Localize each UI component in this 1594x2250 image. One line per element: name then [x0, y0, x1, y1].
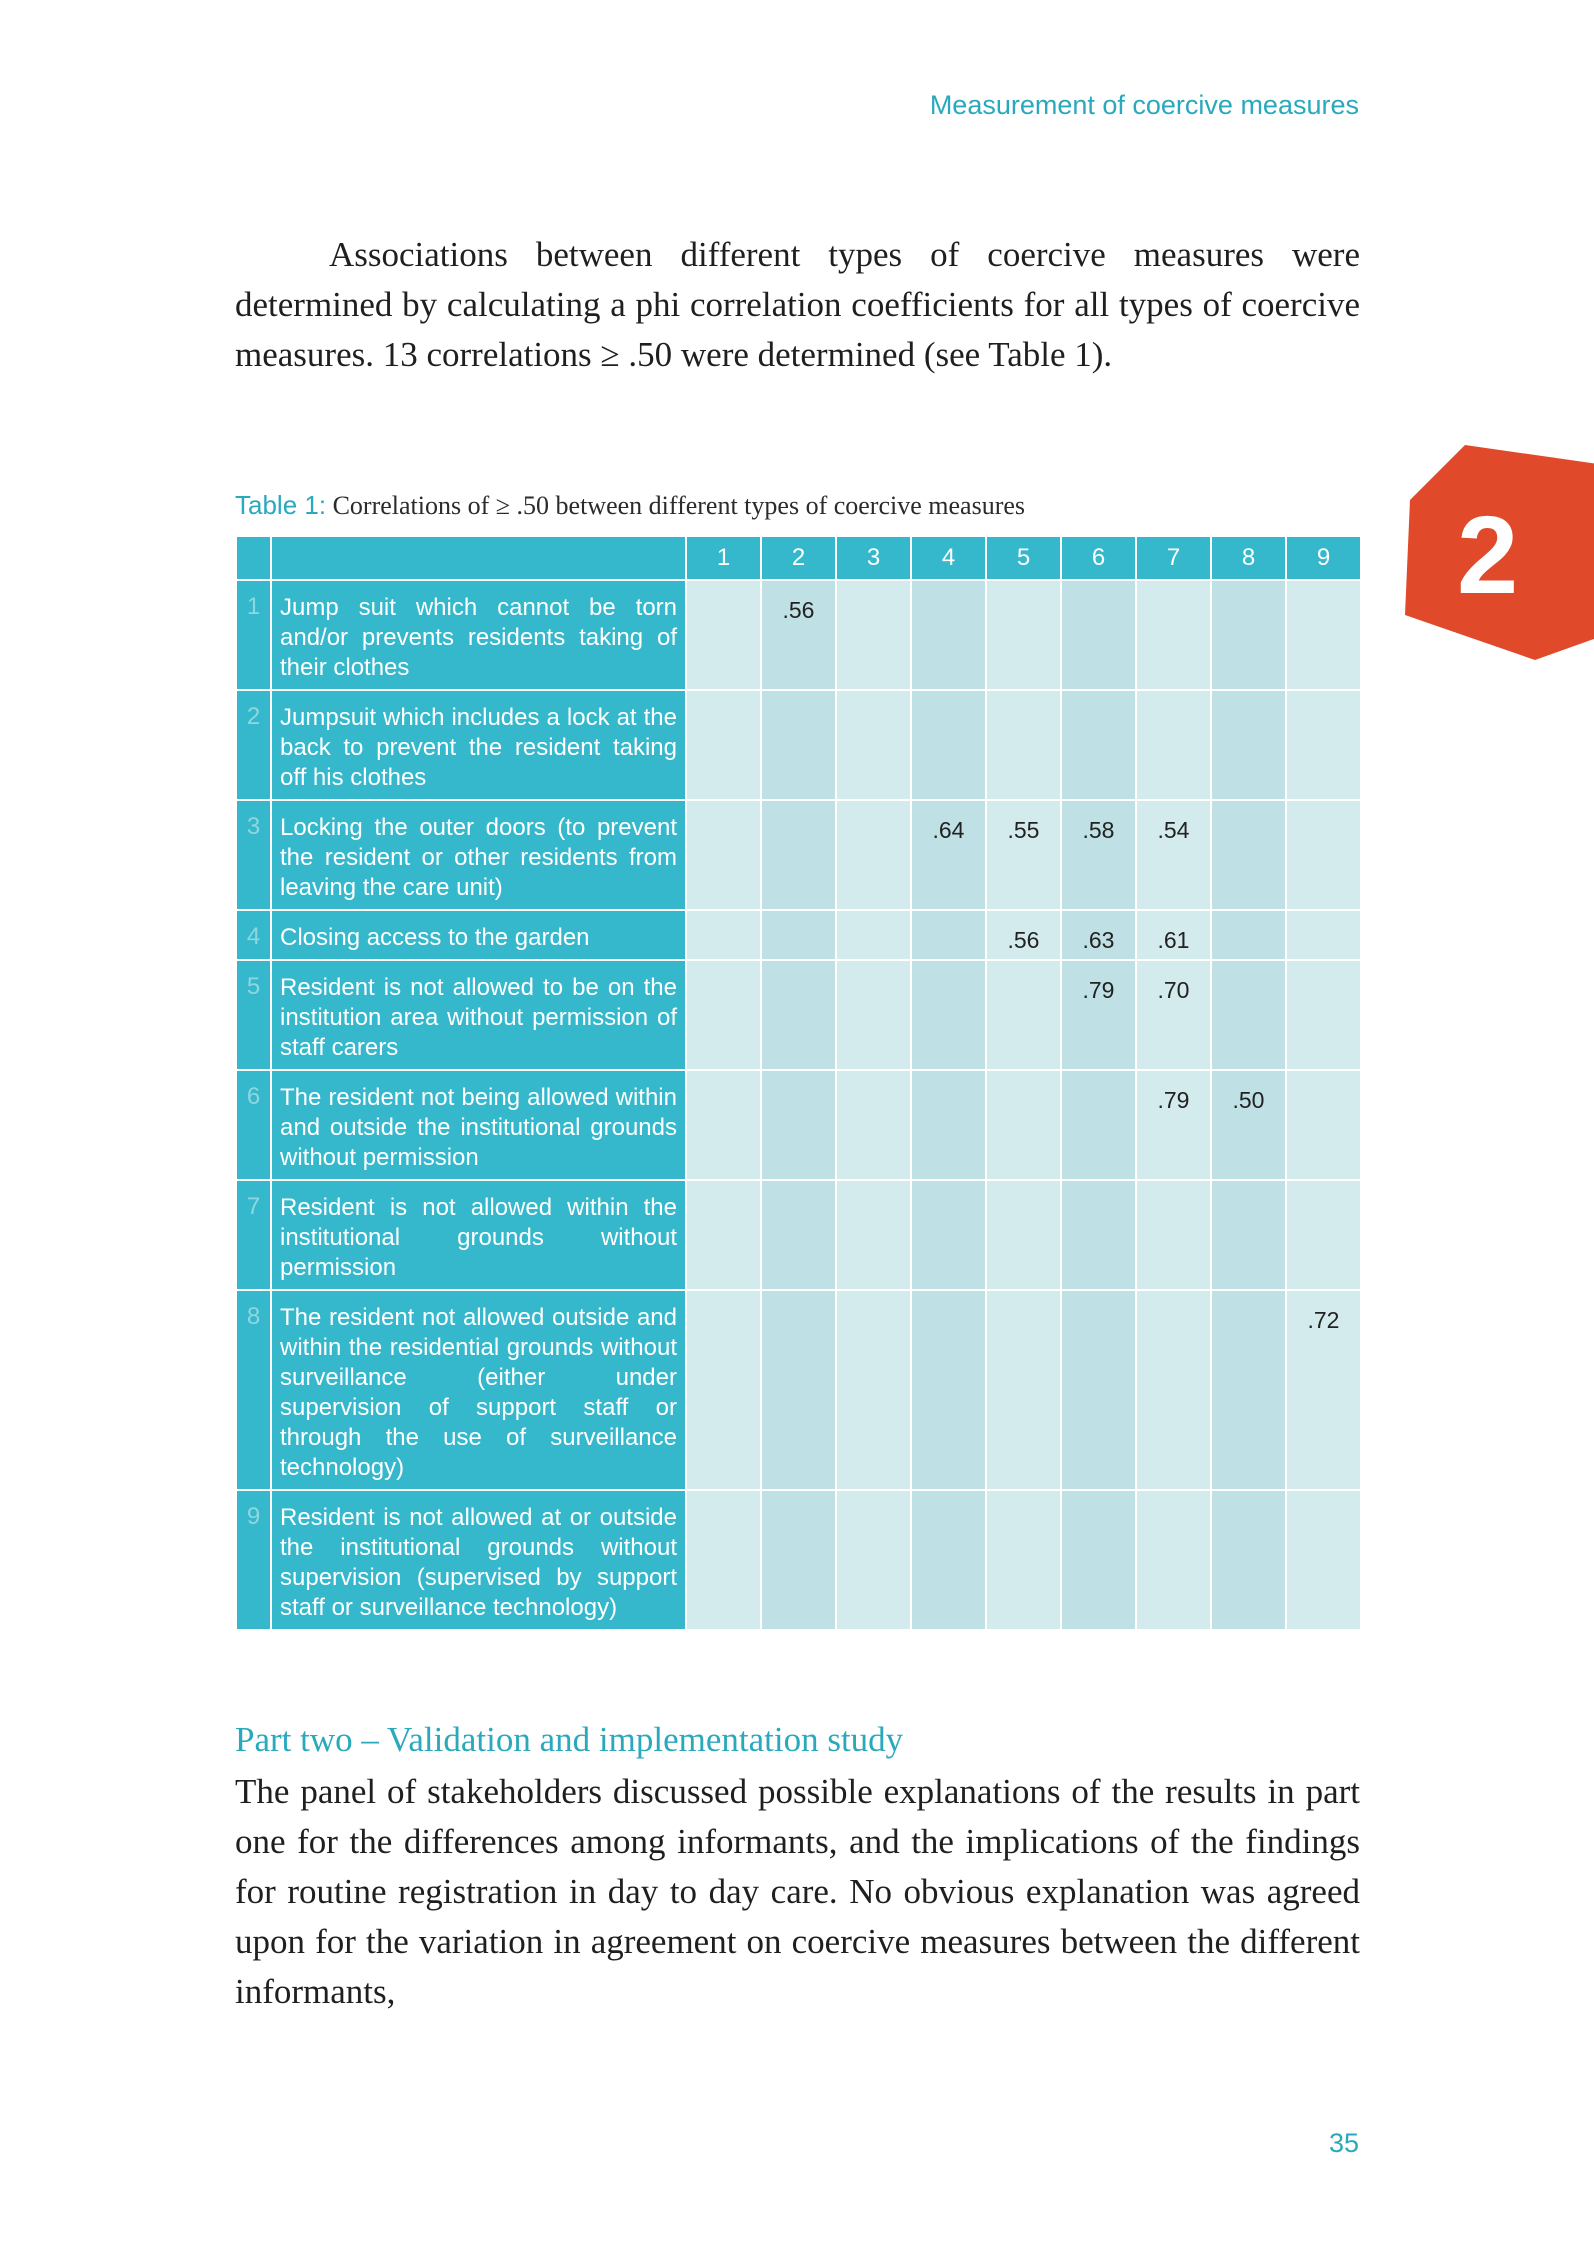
page-number: 35	[1328, 2128, 1359, 2158]
correlation-cell	[686, 1490, 761, 1630]
table-body	[236, 580, 1361, 1630]
part-two-paragraph: The panel of stakeholders discussed possible explanations of the results in part one for the differences among informants, and the implications of the findings for routine registration in day to day care. No obvious explanation was agreed upon for the variation in agreement on coercive measures between the different informants,	[235, 1772, 1360, 2011]
correlation-cell	[836, 690, 911, 800]
intro-paragraph: Associations between different types of coercive measures were determined by calculating a phi correlation coefficients for all types of coercive measures. 13 correlations ≥ .50 were determined (see Table 1).	[235, 235, 1360, 374]
correlation-cell	[836, 800, 911, 910]
row-number: 3	[236, 800, 271, 910]
row-label: Jumpsuit which includes a lock at the back to prevent the resident taking off his clothes	[271, 690, 686, 800]
table-row	[236, 580, 1361, 690]
row-number: 1	[236, 580, 271, 690]
correlation-cell	[686, 580, 761, 690]
correlation-cell	[1211, 910, 1286, 960]
correlation-cell	[911, 1290, 986, 1490]
correlation-cell	[1136, 1180, 1211, 1290]
correlation-cell	[1211, 690, 1286, 800]
correlation-cell: .55	[986, 800, 1061, 910]
correlation-cell	[686, 910, 761, 960]
correlation-cell	[1286, 580, 1361, 690]
correlation-cell	[836, 960, 911, 1070]
correlation-cell	[686, 1180, 761, 1290]
correlation-cell: .79	[1061, 960, 1136, 1070]
correlation-cell	[761, 1070, 836, 1180]
correlation-cell	[1211, 1180, 1286, 1290]
correlation-cell	[1136, 1290, 1211, 1490]
correlation-cell	[1211, 580, 1286, 690]
correlation-cell	[836, 1290, 911, 1490]
correlation-cell	[986, 1070, 1061, 1180]
correlation-cell	[986, 960, 1061, 1070]
correlation-cell	[1061, 1070, 1136, 1180]
correlation-cell: .56	[986, 910, 1061, 960]
correlation-cell: .58	[1061, 800, 1136, 910]
correlation-cell	[1211, 800, 1286, 910]
correlation-cell: .61	[1136, 910, 1211, 960]
correlation-cell	[911, 910, 986, 960]
chapter-badge-shape	[1405, 445, 1594, 665]
correlation-cell	[1286, 910, 1361, 960]
correlation-cell	[1136, 690, 1211, 800]
correlation-cell	[1061, 1180, 1136, 1290]
correlation-cell	[911, 580, 986, 690]
correlation-cell: .70	[1136, 960, 1211, 1070]
column-header: 8	[1211, 536, 1286, 580]
row-label: The resident not allowed outside and within the residential grounds without surveillance (either under supervision of support staff or through the use of surveillance technology)	[271, 1290, 686, 1490]
row-label: Resident is not allowed at or outside the institutional grounds without supervision (supervised by support staff or surveillance technology)	[271, 1490, 686, 1630]
table-row	[236, 690, 1361, 800]
table-row	[236, 910, 1361, 960]
correlation-cell: .50	[1211, 1070, 1286, 1180]
correlation-cell	[1061, 690, 1136, 800]
correlation-cell	[686, 800, 761, 910]
row-label: The resident not being allowed within and outside the institutional grounds without permission	[271, 1070, 686, 1180]
correlation-cell: .79	[1136, 1070, 1211, 1180]
correlation-cell	[1211, 1290, 1286, 1490]
table-row	[236, 1490, 1361, 1630]
correlation-cell	[836, 1070, 911, 1180]
correlation-cell	[911, 1490, 986, 1630]
row-number: 9	[236, 1490, 271, 1630]
chapter-badge	[1405, 445, 1594, 665]
correlation-cell: .56	[761, 580, 836, 690]
correlation-cell	[1286, 690, 1361, 800]
correlation-cell: .72	[1286, 1290, 1361, 1490]
column-header: 2	[761, 536, 836, 580]
correlation-cell	[761, 1180, 836, 1290]
correlation-cell	[761, 800, 836, 910]
row-label: Closing access to the garden	[271, 910, 686, 960]
correlation-cell	[761, 960, 836, 1070]
correlation-cell	[911, 690, 986, 800]
correlation-table	[235, 535, 1362, 1631]
table-row	[236, 800, 1361, 910]
column-header: 4	[911, 536, 986, 580]
correlation-cell	[986, 690, 1061, 800]
correlation-cell	[1211, 1490, 1286, 1630]
row-label: Resident is not allowed within the institutional grounds without permission	[271, 1180, 686, 1290]
correlation-cell	[686, 960, 761, 1070]
column-header: 9	[1286, 536, 1361, 580]
correlation-cell	[911, 1070, 986, 1180]
section-heading: Part two – Validation and implementation study	[235, 1720, 904, 1759]
column-header: 6	[1061, 536, 1136, 580]
table-caption-label: Table 1:	[235, 490, 327, 520]
column-header: 5	[986, 536, 1061, 580]
correlation-cell: .64	[911, 800, 986, 910]
correlation-cell	[836, 910, 911, 960]
row-label: Jump suit which cannot be torn and/or prevents residents taking of their clothes	[271, 580, 686, 690]
row-label: Resident is not allowed to be on the institution area without permission of staff carers	[271, 960, 686, 1070]
row-number: 7	[236, 1180, 271, 1290]
correlation-cell	[761, 690, 836, 800]
header-corner	[236, 536, 271, 580]
column-header: 7	[1136, 536, 1211, 580]
chapter-number: 2	[1457, 494, 1519, 617]
correlation-cell	[986, 580, 1061, 690]
row-number: 5	[236, 960, 271, 1070]
correlation-cell	[836, 1180, 911, 1290]
row-label: Locking the outer doors (to prevent the resident or other residents from leaving the care unit)	[271, 800, 686, 910]
column-header: 3	[836, 536, 911, 580]
correlation-cell	[1286, 800, 1361, 910]
table-header-row	[236, 536, 1361, 580]
correlation-cell	[761, 1490, 836, 1630]
correlation-cell	[911, 960, 986, 1070]
correlation-cell: .54	[1136, 800, 1211, 910]
row-number: 8	[236, 1290, 271, 1490]
correlation-cell: .63	[1061, 910, 1136, 960]
correlation-cell	[1061, 580, 1136, 690]
correlation-cell	[1136, 580, 1211, 690]
correlation-cell	[836, 580, 911, 690]
correlation-cell	[1061, 1290, 1136, 1490]
correlation-cell	[986, 1290, 1061, 1490]
column-header: 1	[686, 536, 761, 580]
table-row	[236, 1290, 1361, 1490]
correlation-cell	[686, 1290, 761, 1490]
correlation-cell	[1136, 1490, 1211, 1630]
correlation-cell	[761, 1290, 836, 1490]
table-row	[236, 960, 1361, 1070]
correlation-cell	[686, 690, 761, 800]
running-header: Measurement of coercive measures	[929, 90, 1359, 120]
row-number: 4	[236, 910, 271, 960]
correlation-cell	[1061, 1490, 1136, 1630]
table-row	[236, 1180, 1361, 1290]
row-number: 6	[236, 1070, 271, 1180]
table-caption	[235, 490, 1025, 521]
correlation-cell	[1286, 1180, 1361, 1290]
correlation-cell	[1286, 1490, 1361, 1630]
header-corner-label	[271, 536, 686, 580]
table-row	[236, 1070, 1361, 1180]
correlation-cell	[686, 1070, 761, 1180]
correlation-cell	[1211, 960, 1286, 1070]
correlation-cell	[1286, 960, 1361, 1070]
correlation-cell	[1286, 1070, 1361, 1180]
correlation-cell	[761, 910, 836, 960]
correlation-cell	[986, 1180, 1061, 1290]
correlation-cell	[986, 1490, 1061, 1630]
correlation-cell	[836, 1490, 911, 1630]
correlation-cell	[911, 1180, 986, 1290]
table-caption-text: Correlations of ≥ .50 between different types of coercive measures	[326, 491, 1026, 520]
row-number: 2	[236, 690, 271, 800]
